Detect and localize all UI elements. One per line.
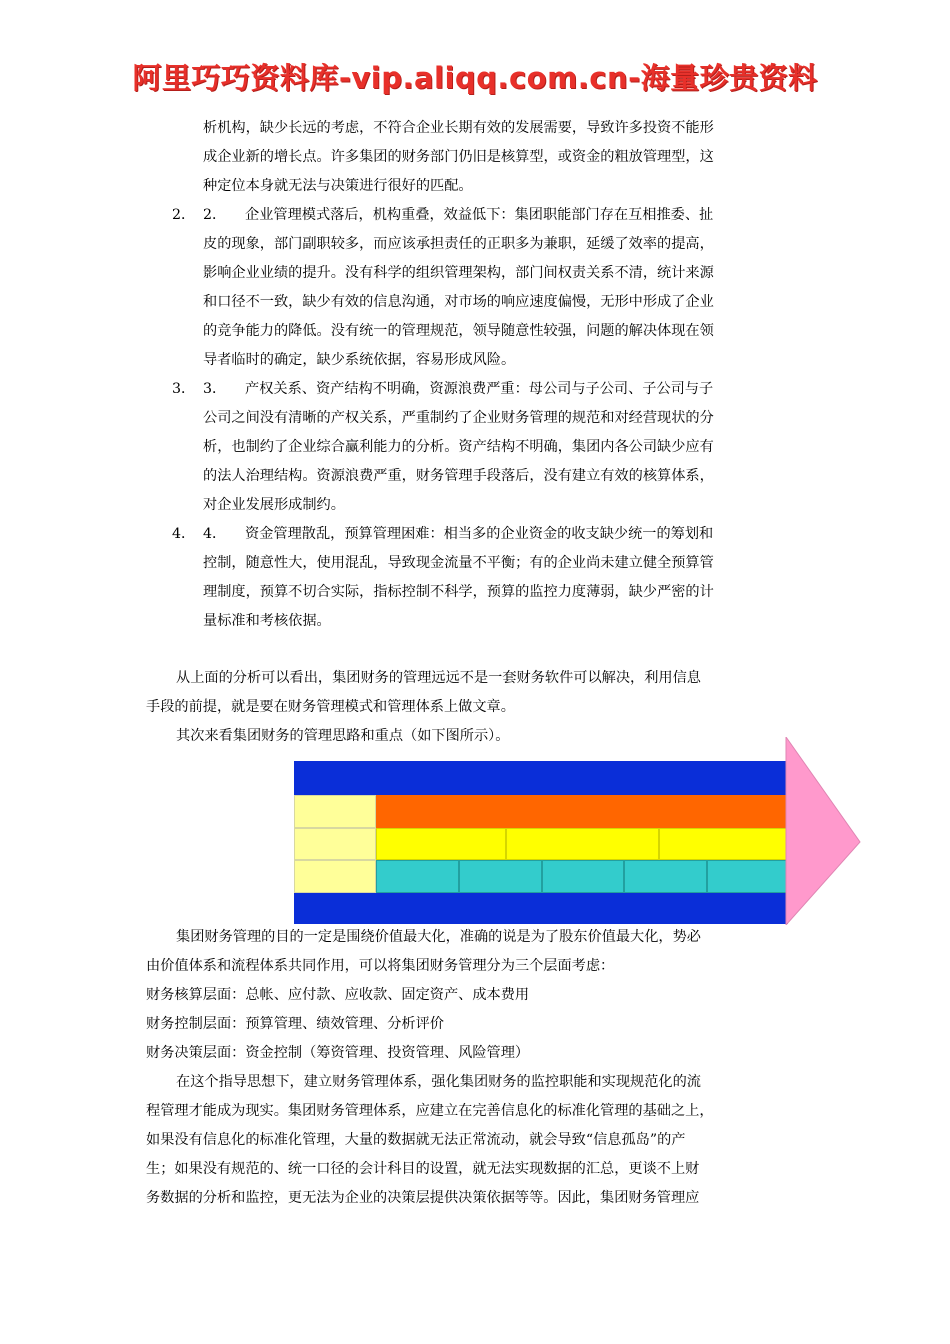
diagram-yellow-cell (659, 828, 788, 860)
paragraph-line: 对企业发展形成制约。 (203, 497, 345, 513)
paragraph-line: 成企业新的增长点。许多集团的财务部门仍旧是核算型，或资金的粗放管理型，这 (203, 149, 714, 165)
diagram-label-cell (294, 860, 376, 893)
paragraph-line: 皮的现象，部门副职较多，而应该承担责任的正职多为兼职，延缓了效率的提高， (203, 236, 714, 252)
diagram-teal-cell (542, 860, 624, 893)
paragraph-line: 从上面的分析可以看出，集团财务的管理远远不是一套财务软件可以解决，利用信息 (176, 670, 701, 686)
diagram-label-cell (294, 795, 376, 828)
diagram-teal-cell (624, 860, 707, 893)
watermark-banner: 阿里巧巧资料库-vip.aliqq.com.cn-海量珍贵资料 (132, 61, 818, 95)
paragraph-line: 导者临时的确定，缺少系统依据，容易形成风险。 (203, 352, 516, 368)
paragraph-line: 手段的前提，就是要在财务管理模式和管理体系上做文章。 (146, 699, 515, 715)
list-number: 3． (172, 381, 196, 397)
diagram-yellow-cell (376, 828, 506, 860)
list-number: 4． (203, 526, 227, 542)
diagram-orange-band (376, 795, 788, 828)
level-line: 财务核算层面：总帐、应付款、应收款、固定资产、成本费用 (146, 987, 530, 1003)
list-number: 4． (172, 526, 196, 542)
paragraph-line: 析，也制约了企业综合赢利能力的分析。资产结构不明确，集团内各公司缺少应有 (203, 439, 714, 455)
paragraph-line: 务数据的分析和监控，更无法为企业的决策层提供决策依据等等。因此，集团财务管理应 (146, 1190, 700, 1206)
paragraph-line: 程管理才能成为现实。集团财务管理体系，应建立在完善信息化的标准化管理的基础之上， (146, 1103, 714, 1119)
list-number: 3． (203, 381, 227, 397)
paragraph-line: 的法人治理结构。资源浪费严重，财务管理手段落后，没有建立有效的核算体系， (203, 468, 714, 484)
diagram-teal-cell (376, 860, 459, 893)
list-number: 2． (203, 207, 227, 223)
level-line: 财务控制层面：预算管理、绩效管理、分析评价 (146, 1016, 444, 1032)
paragraph-line: 控制，随意性大，使用混乱，导致现金流量不平衡；有的企业尚未建立健全预算管 (203, 555, 714, 571)
paragraph-line: 由价值体系和流程体系共同作用，可以将集团财务管理分为三个层面考虑： (146, 958, 615, 974)
paragraph-line: 公司之间没有清晰的产权关系，严重制约了企业财务管理的规范和对经营现状的分 (203, 410, 714, 426)
arrow-head-icon (784, 737, 862, 925)
list-item-text: 企业管理模式落后，机构重叠，效益低下：集团职能部门存在互相推委、扯 (245, 207, 714, 223)
list-item-text: 产权关系、资产结构不明确，资源浪费严重：母公司与子公司、子公司与子 (245, 381, 714, 397)
paragraph-line: 影响企业业绩的提升。没有科学的组织管理架构，部门间权责关系不清，统计来源 (203, 265, 714, 281)
paragraph-line: 量标准和考核依据。 (203, 613, 331, 629)
paragraph-line: 和口径不一致，缺少有效的信息沟通，对市场的响应速度偏慢，无形中形成了企业 (203, 294, 714, 310)
paragraph-line: 析机构，缺少长远的考虑，不符合企业长期有效的发展需要，导致许多投资不能形 (203, 120, 714, 136)
paragraph-line: 的竞争能力的降低。没有统一的管理规范，领导随意性较强，问题的解决体现在领 (203, 323, 714, 339)
paragraph-line: 生；如果没有规范的、统一口径的会计科目的设置，就无法实现数据的汇总，更谈不上财 (146, 1161, 700, 1177)
paragraph-line: 在这个指导思想下，建立财务管理体系，强化集团财务的监控职能和实现规范化的流 (176, 1074, 701, 1090)
management-diagram (294, 737, 864, 925)
paragraph-line: 理制度，预算不切合实际，指标控制不科学，预算的监控力度薄弱，缺少严密的计 (203, 584, 714, 600)
diagram-teal-cell (707, 860, 788, 893)
paragraph-line: 集团财务管理的目的一定是围绕价值最大化，准确的说是为了股东价值最大化，势必 (176, 929, 701, 945)
diagram-teal-cell (459, 860, 542, 893)
diagram-label-cell (294, 828, 376, 860)
paragraph-line: 如果没有信息化的标准化管理，大量的数据就无法正常流动，就会导致“信息孤岛”的产 (146, 1132, 686, 1148)
list-item-text: 资金管理散乱，预算管理困难：相当多的企业资金的收支缺少统一的筹划和 (245, 526, 714, 542)
list-number: 2． (172, 207, 196, 223)
diagram-yellow-cell (506, 828, 659, 860)
paragraph-line: 种定位本身就无法与决策进行很好的匹配。 (203, 178, 473, 194)
diagram-bottom-band (294, 893, 788, 924)
diagram-top-band (294, 761, 788, 795)
level-line: 财务决策层面：资金控制（筹资管理、投资管理、风险管理） (146, 1045, 530, 1061)
paragraph-line: 其次来看集团财务的管理思路和重点（如下图所示）。 (176, 728, 510, 744)
